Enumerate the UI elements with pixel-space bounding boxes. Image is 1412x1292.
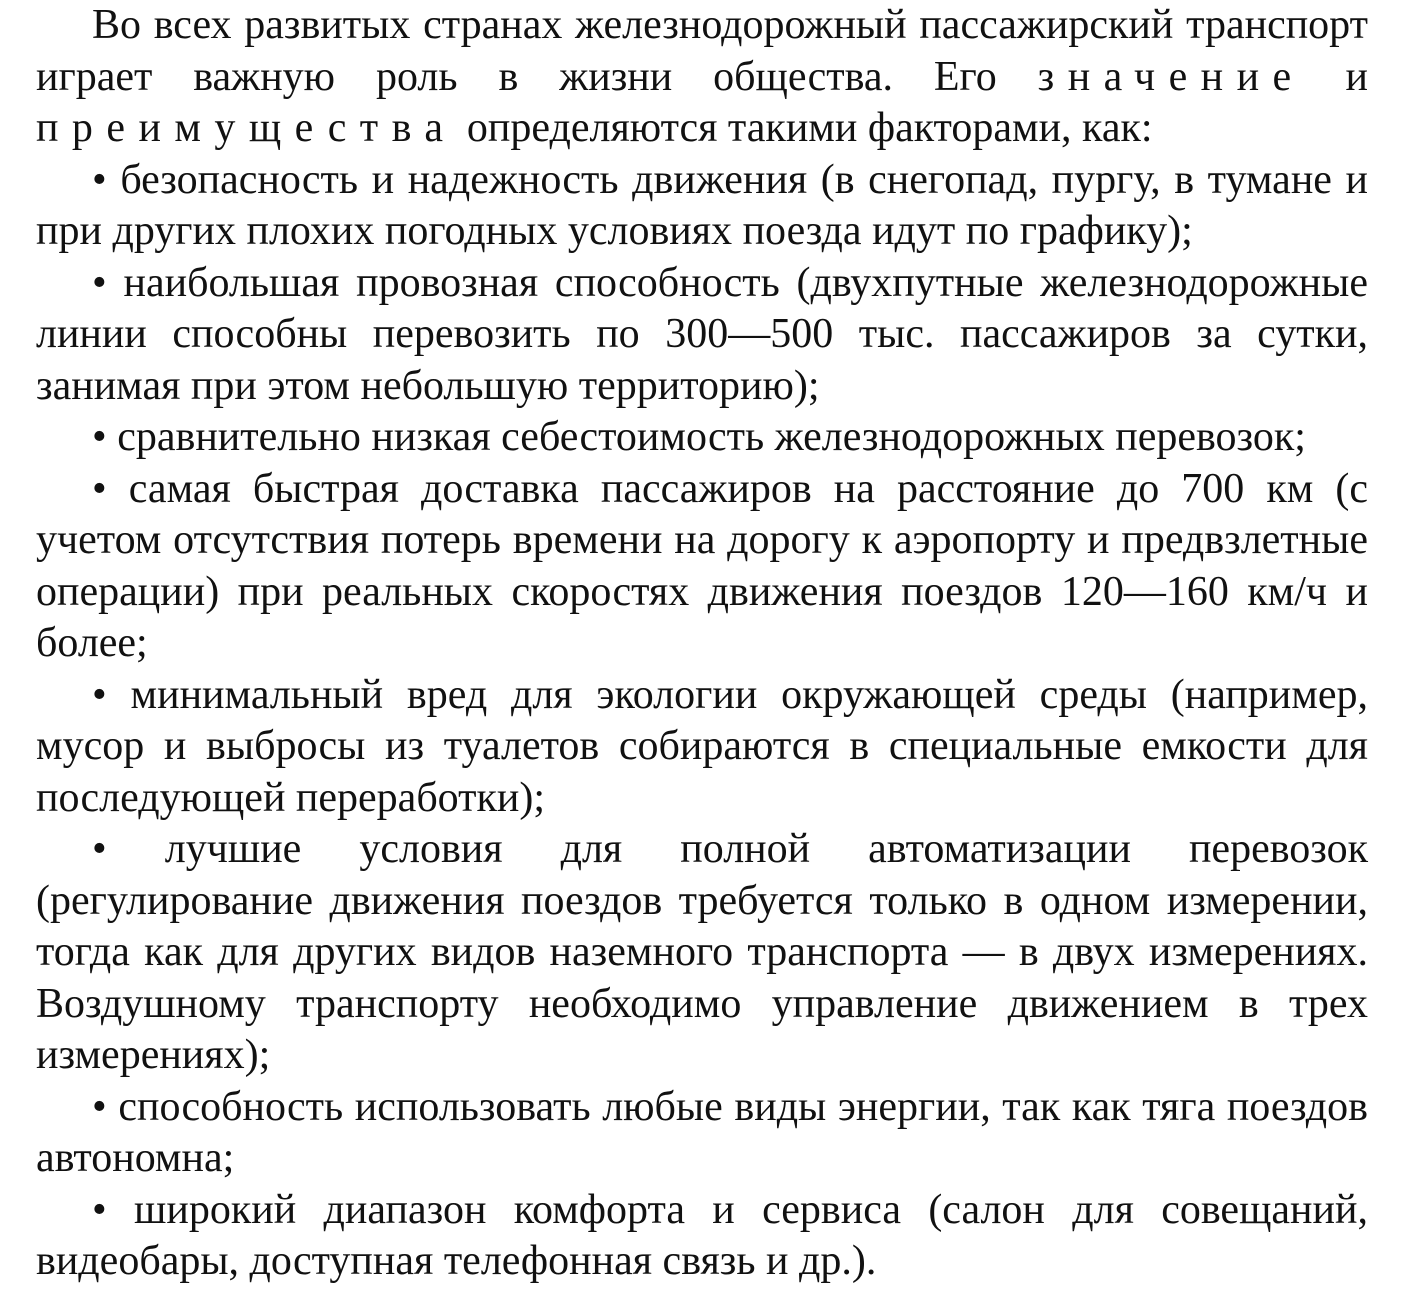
- list-item-text: лучшие условия для полной автоматизации перевозок (регулирование движения поездов требуется только в одном измерении, тогда как для других видов наземного транспорта — в двух измерениях. Воздушному транспорту необходимо управление движением в трех измерениях);: [36, 826, 1369, 1078]
- list-item-text: сравнительно низкая себестоимость железнодорожных перевозок;: [117, 414, 1306, 460]
- bullet-icon: •: [92, 414, 107, 460]
- document-page: [36, 0, 1368, 1288]
- list-item: [36, 824, 1368, 1082]
- intro-text-before: Во всех развитых странах железнодорожный пассажирский транспорт играет важную роль в жизни общества. Его: [36, 2, 1368, 100]
- bullet-icon: •: [92, 1083, 107, 1130]
- list-item: [36, 1082, 1368, 1185]
- list-item: [36, 464, 1368, 670]
- intro-conjunction: и: [1304, 53, 1368, 100]
- list-item: [36, 258, 1368, 413]
- list-item: [36, 670, 1368, 825]
- list-item: [36, 1185, 1368, 1288]
- list-item: [36, 155, 1368, 258]
- intro-text-after: определяются такими факторами, как:: [456, 105, 1153, 151]
- intro-paragraph: [36, 0, 1368, 155]
- bullet-icon: •: [92, 259, 107, 306]
- list-item-text: способность использовать любые виды энергии, так как тяга поездов автономна;: [36, 1083, 1368, 1181]
- list-item-text: минимальный вред для экологии окружающей среды (например, мусор и выбросы из туалетов собираются в специальные емкости для последующей переработки);: [36, 671, 1369, 821]
- list-item-text: широкий диапазон комфорта и сервиса (салон для совещаний, видеобары, доступная телефонная связь и др.).: [36, 1186, 1368, 1284]
- bullet-icon: •: [92, 465, 107, 512]
- intro-spaced-word-value: значение: [1037, 53, 1305, 100]
- list-item-text: безопасность и надежность движения (в снегопад, пургу, в тумане и при других плохих погодных условиях поезда идут по графику);: [36, 156, 1369, 254]
- bullet-icon: •: [92, 156, 107, 203]
- list-item-text: наибольшая провозная способность (двухпутные железнодорожные линии способны перевозить по 300—500 тыс. пассажиров за сутки, занимая при этом небольшую территорию);: [36, 259, 1368, 409]
- intro-spaced-word-advantages: преимущества: [36, 105, 457, 151]
- factors-list: [36, 155, 1368, 1288]
- list-item: [36, 412, 1368, 464]
- list-item-text: самая быстрая доставка пассажиров на расстояние до 700 км (с учетом отсутствия потерь времени на дорогу к аэропорту и предвзлетные операции) при реальных скоростях движения поездов 120—160 км/ч и более;: [36, 465, 1369, 666]
- bullet-icon: •: [92, 671, 107, 718]
- bullet-icon: •: [92, 826, 107, 872]
- bullet-icon: •: [92, 1186, 107, 1233]
